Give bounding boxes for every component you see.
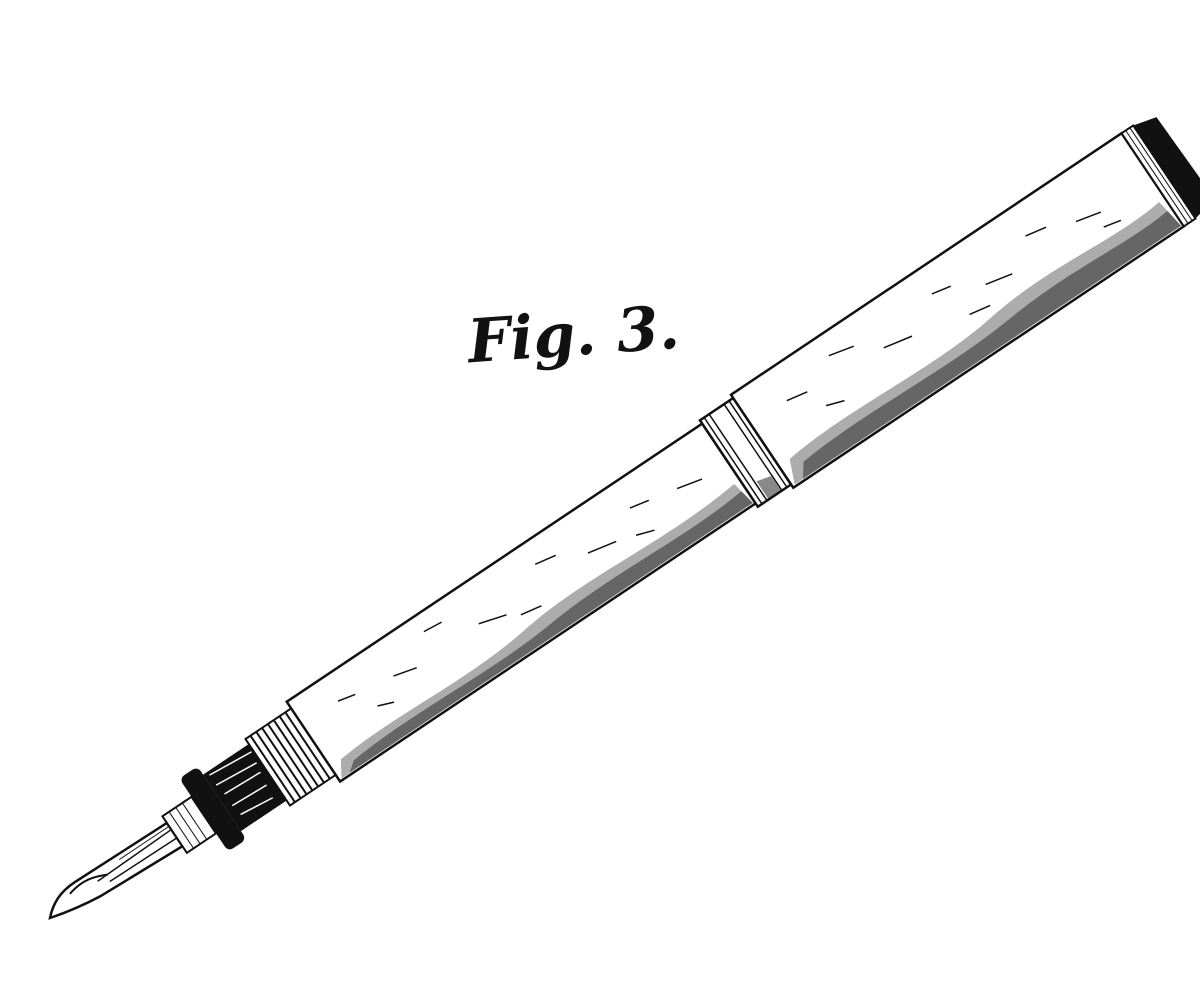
pen-nib	[41, 821, 182, 929]
figure-label: Fig. 3.	[465, 292, 682, 378]
pen-barrel	[287, 424, 756, 782]
fountain-pen	[19, 110, 1200, 964]
pen-cap	[731, 133, 1184, 488]
